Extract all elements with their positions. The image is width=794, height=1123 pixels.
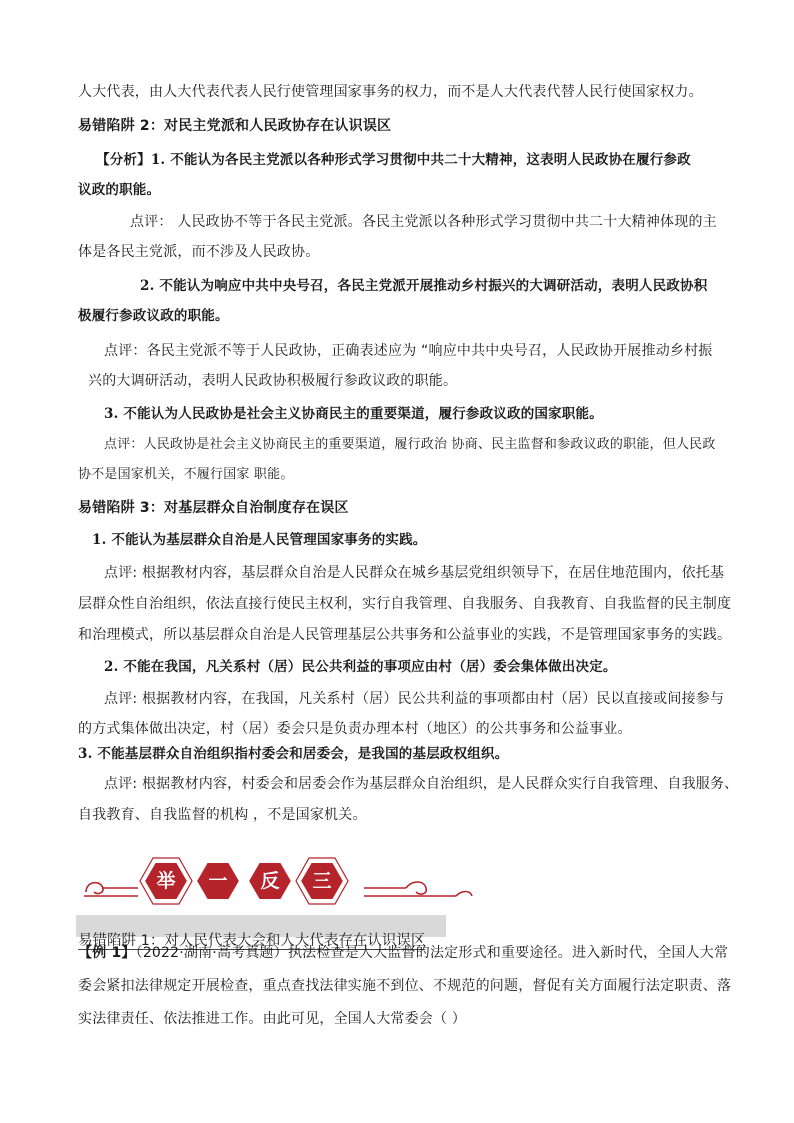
analysis-point-2: 2. 不能认为响应中共中央号召，各民主党派开展推动乡村振兴的大调研活动，表明人民政协积 <box>140 278 708 294</box>
analysis-point-3: 3. 不能认为人民政协是社会主义协商民主的重要渠道，履行参政议政的国家职能。 <box>104 406 603 422</box>
banner-char: 一 <box>208 870 228 892</box>
trap-3-comment-1: 点评: 根据教材内容，基层群众自治是人民群众在城乡基层党组织领导下，在居住地范围内，依托基 <box>104 565 725 581</box>
trap-3-point-3: 3. 不能基层群众自治组织指村委会和居委会，是我国的基层政权组织。 <box>78 746 509 762</box>
comment-2: 点评：各民主党派不等于人民政协，正确表述应为 “响应中共中央号召，人民政协开展推动乡村振 <box>104 343 713 359</box>
subheading-trap-1-text: 易错陷阱 1：对人民代表大会和人大代表存在认识误区 <box>78 932 426 949</box>
example-1 <box>78 943 728 963</box>
trap-3-point-2: 2. 不能在我国，凡关系村（居）民公共利益的事项应由村（居）委会集体做出决定。 <box>104 659 617 675</box>
trap-3-point-1: 1. 不能认为基层群众自治是人民管理国家事务的实践。 <box>92 532 427 548</box>
example-tag: 【例 1】 <box>78 945 136 961</box>
comment-3-cont: 协不是国家机关，不履行国家 职能。 <box>78 467 294 482</box>
analysis-point-2-cont: 极履行参政议政的职能。 <box>78 308 229 324</box>
example-1-text: （2022·湖南·高考真题）执法检查是人大监督的法定形式和重要途径。进入新时代，全国人大常 <box>135 945 729 961</box>
trap-3-comment-2: 点评: 根据教材内容，在我国，凡关系村（居）民公共利益的事项都由村（居）民以直接或间接参与 <box>104 691 725 707</box>
banner-ju-yi-fan-san <box>76 852 716 910</box>
trap-3-comment-3-cont: 自我教育、自我监督的机构 ，不是国家机关。 <box>78 807 367 823</box>
section-heading-trap-2: 易错陷阱 2：对民主党派和人民政协存在认识误区 <box>78 118 392 134</box>
comment-1-cont: 体是各民主党派，而不涉及人民政协。 <box>78 244 320 260</box>
section-heading-trap-3: 易错陷阱 3：对基层群众自治制度存在误区 <box>78 500 349 516</box>
comment-2-cont: 兴的大调研活动，表明人民政协积极履行参政议政的职能。 <box>88 373 458 389</box>
example-1-cont: 委会紧扣法律规定开展检查，重点查找法律实施不到位、不规范的问题，督促有关方面履行法定职责、落 <box>78 978 732 994</box>
analysis-tag: 【分析】 <box>96 152 151 168</box>
analysis-point-1-cont: 议政的职能。 <box>78 182 161 198</box>
comment-3: 点评：人民政协是社会主义协商民主的重要渠道，履行政治 协商、民主监督和参政议政的职能，但人民政 <box>104 437 716 452</box>
example-1-cont: 实法律责任、依法推进工作。由此可见，全国人大常委会（ ） <box>78 1011 467 1027</box>
paragraph-line: 人大代表，由人大代表代表人民行使管理国家事务的权力，而不是人大代表代替人民行使国家权力。 <box>78 84 703 100</box>
banner-char: 举 <box>156 870 176 892</box>
trap-3-comment-1-cont: 层群众性自治组织，依法直接行使民主权利，实行自我管理、自我服务、自我教育、自我监督的民主制度 <box>78 596 732 612</box>
comment-1: 点评： 人民政协不等于各民主党派。各民主党派以各种形式学习贯彻中共二十大精神体现的主 <box>130 214 717 230</box>
banner-char: 反 <box>260 870 280 892</box>
trap-3-comment-3: 点评: 根据教材内容，村委会和居委会作为基层群众自治组织，是人民群众实行自我管理、自我服务、 <box>104 776 739 792</box>
analysis-point-1-text: 1. 不能认为各民主党派以各种形式学习贯彻中共二十大精神，这表明人民政协在履行参政 <box>150 152 691 168</box>
analysis-point-1 <box>96 150 691 170</box>
banner-char: 三 <box>312 870 332 892</box>
trap-3-comment-1-cont: 和治理模式，所以基层群众自治是人民管理基层公共事务和公益事业的实践，不是管理国家事务的实践。 <box>78 627 732 643</box>
trap-3-comment-2-cont: 的方式集体做出决定，村（居）委会只是负责办理本村（地区）的公共事务和公益事业。 <box>78 721 632 737</box>
